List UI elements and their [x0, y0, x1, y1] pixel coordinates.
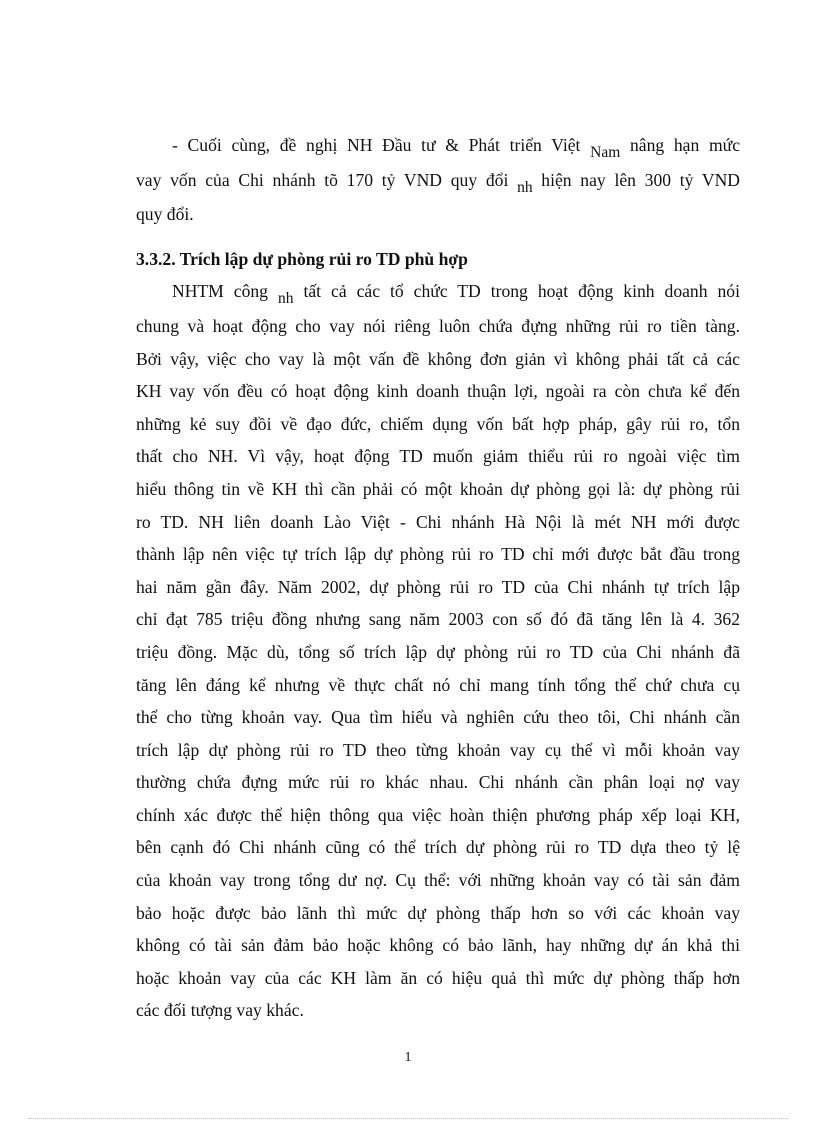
subscript-text: Nam: [590, 144, 621, 161]
section-heading: 3.3.2. Trích lập dự phòng rủi ro TD phù hợp: [136, 248, 468, 269]
paragraph-2-line: chỉ đạt 785 triệu đồng nhưng sang năm 2003 con số đó đã tăng lên là 4. 362: [136, 609, 740, 630]
paragraph-1-line-2: [136, 164, 740, 199]
subscript-text: nh: [517, 178, 533, 196]
paragraph-2-line-last: các đối tượng vay khác.: [136, 1000, 304, 1021]
paragraph-2-line: tăng lên đáng kể nhưng về thực chất nó chỉ mang tính tổng thể chứ chưa cụ: [136, 674, 740, 695]
paragraph-2-line: những kẻ suy đồi về đạo đức, chiếm dụng vốn bất hợp pháp, gây rủi ro, tổn: [136, 413, 740, 434]
paragraph-1-line-1: [136, 129, 740, 164]
text-run: nâng hạn mức: [620, 135, 741, 155]
paragraph-2-line: thể cho từng khoản vay. Qua tìm hiểu và nghiên cứu theo tôi, Chi nhánh cần: [136, 707, 740, 728]
text-run: - Cuối cùng, đề nghị NH Đầu tư & Phát triển Việt: [172, 135, 591, 155]
paragraph-2-line: thường chứa đựng mức rủi ro khác nhau. Chi nhánh cần phân loại nợ vay: [136, 772, 740, 793]
paragraph-2-line: bên cạnh đó Chi nhánh cũng có thể trích dự phòng rủi ro TD dựa theo tỷ lệ: [136, 837, 740, 858]
page-bottom-divider: [28, 1118, 788, 1119]
paragraph-2-line: ro TD. NH liên doanh Lào Việt - Chi nhánh Hà Nội là mét NH mới được: [136, 511, 740, 532]
paragraph-2-line: chung và hoạt động cho vay nói riêng luôn chứa đựng những rủi ro tiền tàng.: [136, 315, 740, 336]
paragraph-2-line: hiểu thông tin về KH thì cần phải có một khoản dự phòng gọi là: dự phòng rủi: [136, 478, 740, 499]
text-run: hiện nay lên 300 tỷ VND: [532, 169, 740, 190]
text-run: NHTM công: [172, 281, 278, 302]
paragraph-2-line: Bởi vậy, việc cho vay là một vấn đề không đơn giản vì không phải tất cả các: [136, 348, 740, 369]
paragraph-2-line: thất cho NH. Vì vậy, hoạt động TD muốn giảm thiểu rủi ro ngoài việc tìm: [136, 446, 740, 467]
subscript-text: nh: [277, 290, 294, 308]
text-run: vay vốn của Chi nhánh tõ 170 tỷ VND quy đổi: [136, 169, 518, 190]
paragraph-2-line-1: [136, 275, 740, 310]
paragraph-2-line: trích lập dự phòng rủi ro TD theo từng khoản vay cụ thể vì mỗi khoản vay: [136, 739, 740, 760]
paragraph-2-line: hoặc khoản vay của các KH làm ăn có hiệu quả thì mức dự phòng thấp hơn: [136, 967, 740, 988]
paragraph-2-line: bảo hoặc được bảo lãnh thì mức dự phòng thấp hơn so với các khoản vay: [136, 902, 740, 923]
paragraph-2-line: của khoản vay trong tổng dư nợ. Cụ thể: với những khoản vay có tài sản đảm: [136, 870, 740, 891]
document-body: [136, 129, 740, 1027]
paragraph-2-line: chính xác được thể hiện thông qua việc hoàn thiện phương pháp xếp loại KH,: [136, 804, 740, 825]
paragraph-2-line: KH vay vốn đều có hoạt động kinh doanh thuận lợi, ngoài ra còn chưa kể đến: [136, 381, 740, 402]
text-run: tất cả các tổ chức TD trong hoạt động kinh doanh nói: [293, 281, 740, 302]
page-number: 1: [404, 1050, 412, 1065]
paragraph-2-line: thành lập nên việc tự trích lập dự phòng rủi ro TD chỉ mới được bắt đầu trong: [136, 544, 740, 565]
paragraph-2-line: triệu đồng. Mặc dù, tổng số trích lập dự phòng rủi ro TD của Chi nhánh đã: [136, 641, 740, 662]
paragraph-2-line: không có tài sản đảm bảo hoặc không có bảo lãnh, hay những dự án khả thi: [136, 935, 740, 956]
paragraph-2-line: hai năm gần đây. Năm 2002, dự phòng rủi ro TD của Chi nhánh tự trích lập: [136, 576, 740, 597]
paragraph-1-line-3: quy đổi.: [136, 204, 194, 225]
